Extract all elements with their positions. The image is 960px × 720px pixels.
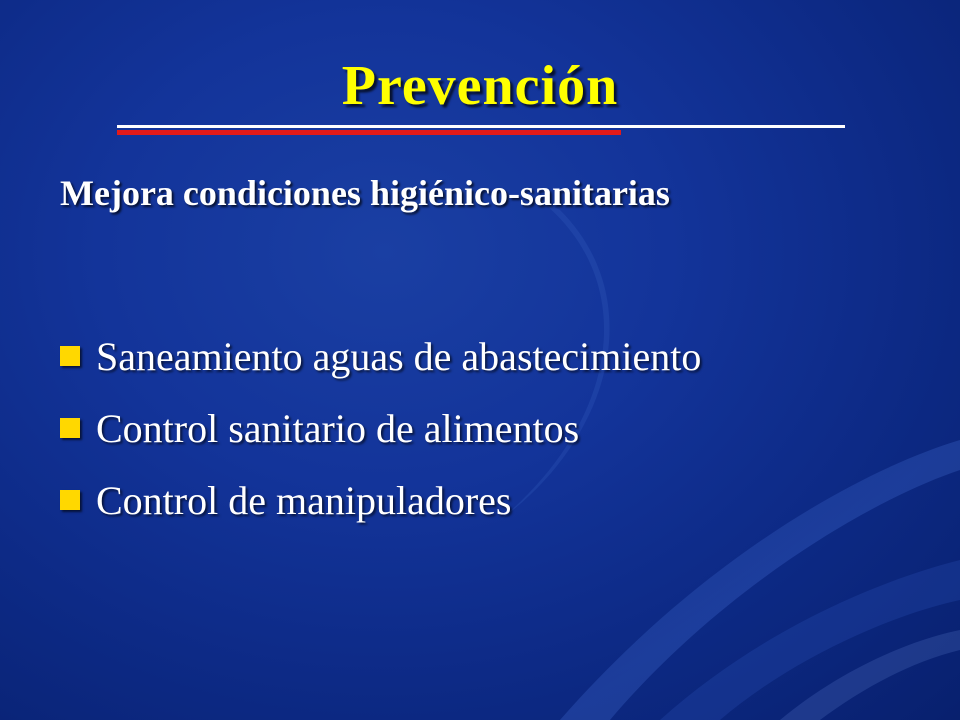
bullet-text: Control de manipuladores [96, 477, 512, 523]
list-item [60, 464, 701, 536]
title-underline-white [117, 125, 845, 128]
slide-title: Prevención [341, 55, 619, 117]
square-bullet-icon [60, 490, 80, 510]
bullet-list [60, 320, 701, 536]
list-item [60, 392, 701, 464]
list-item [60, 320, 701, 392]
bullet-text: Control sanitario de alimentos [96, 405, 580, 451]
slide-subtitle: Mejora condiciones higiénico-sanitarias [60, 173, 670, 213]
square-bullet-icon [60, 418, 80, 438]
title-underline-red [117, 130, 621, 135]
bullet-text: Saneamiento aguas de abastecimiento [96, 333, 702, 379]
square-bullet-icon [60, 346, 80, 366]
